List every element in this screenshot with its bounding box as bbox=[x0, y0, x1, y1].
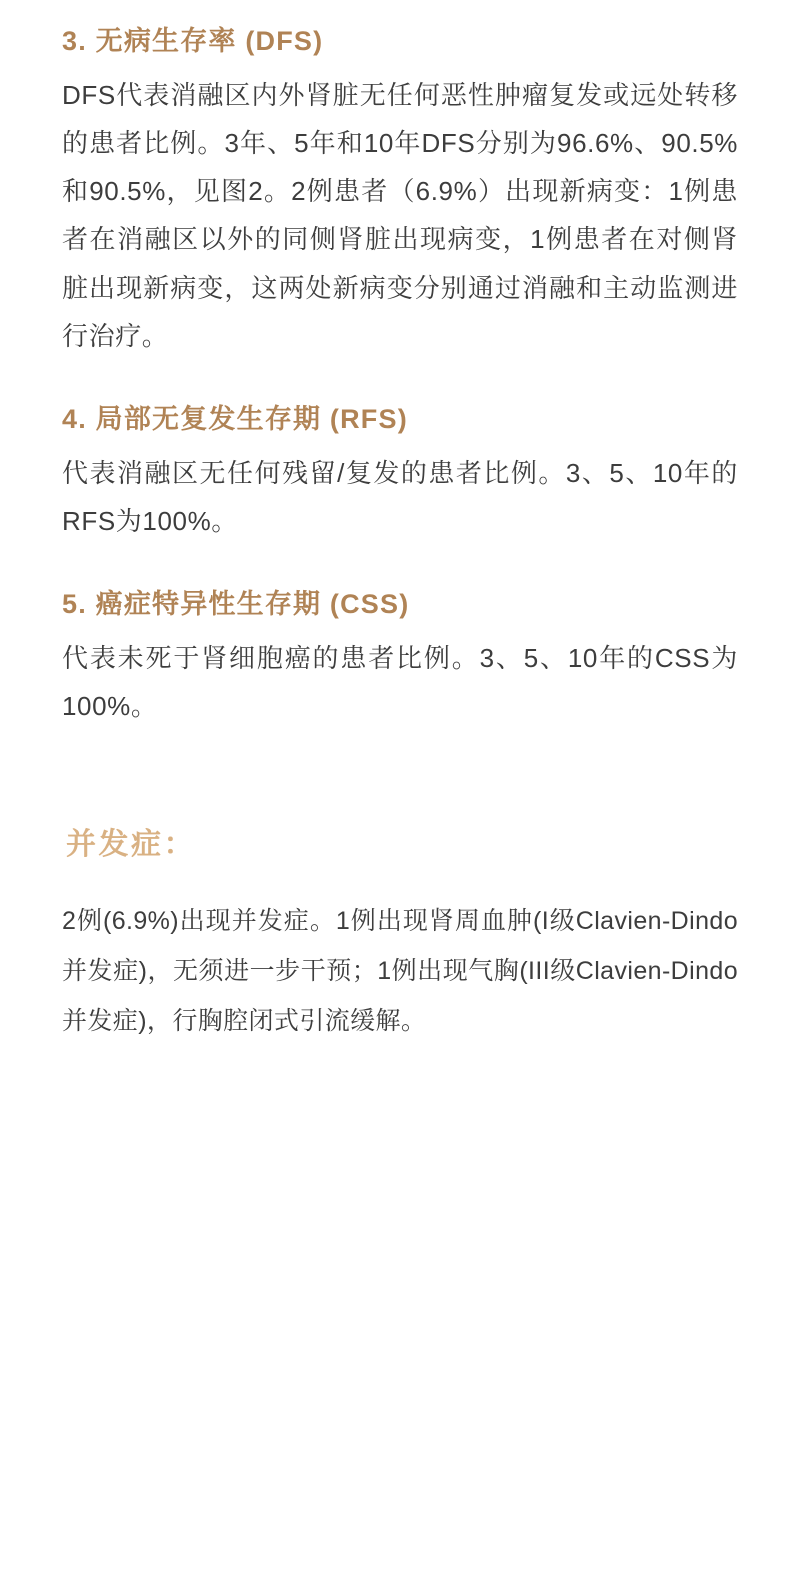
section-body-css: 代表未死于肾细胞癌的患者比例。3、5、10年的CSS为100%。 bbox=[62, 643, 738, 722]
section-body-rfs: 代表消融区无任何残留/复发的患者比例。3、5、10年的RFS为100%。 bbox=[62, 457, 738, 536]
complications-heading: 并发症： bbox=[66, 828, 196, 862]
complications-body: 2例(6.9%)出现并发症。1例出现肾周血肿(I级Clavien-Dindo并发症)，无须进一步干预；1例出现气胸(III级Clavien-Dindo并发症)，行胸腔闭式引流缓解。 bbox=[62, 907, 738, 1036]
section-rfs bbox=[62, 400, 738, 545]
section-dfs bbox=[62, 22, 738, 360]
section-complications bbox=[62, 824, 738, 1046]
section-spacer bbox=[62, 770, 738, 824]
section-css bbox=[62, 585, 738, 730]
section-body-dfs: DFS代表消融区内外肾脏无任何恶性肿瘤复发或远处转移的患者比例。3年、5年和10年DFS分别为96.6%、90.5%和90.5%，见图2。2例患者（6.9%）出现新病变：1例患者在消融区以外的同侧肾脏出现病变，1例患者在对侧肾脏出现新病变，这两处新病变分别通过消融和主动监测进行治疗。 bbox=[62, 80, 738, 351]
section-heading-dfs: 3. 无病生存率 (DFS) bbox=[62, 26, 324, 56]
section-heading-css: 5. 癌症特异性生存期 (CSS) bbox=[62, 589, 410, 620]
section-heading-rfs: 4. 局部无复发生存期 (RFS) bbox=[62, 403, 408, 434]
